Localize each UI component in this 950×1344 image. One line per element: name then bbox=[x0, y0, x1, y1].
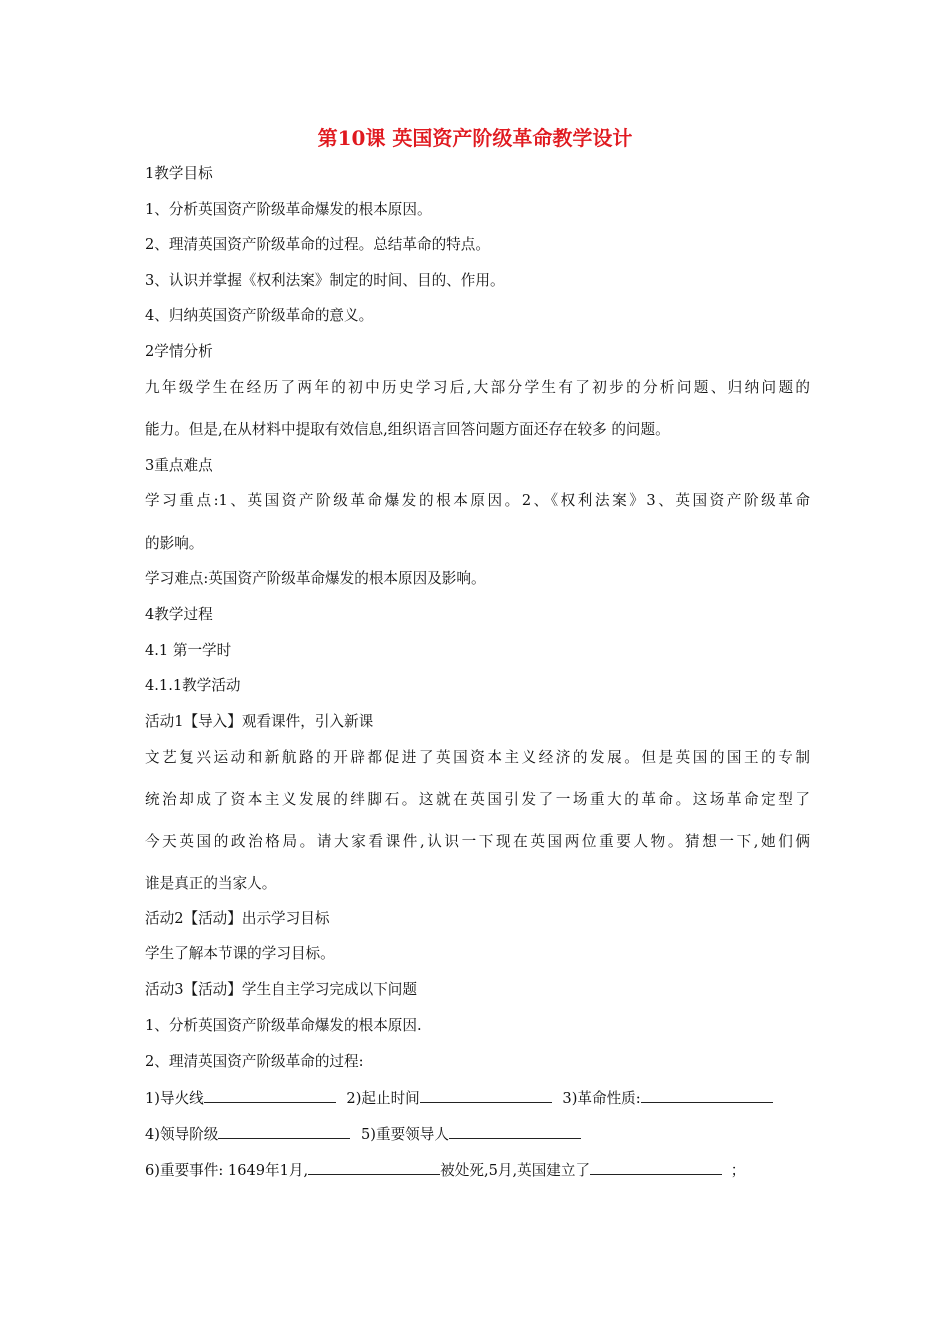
paragraph-line: 九年级学生在经历了两年的初中历史学习后,大部分学生有了初步的分析问题、归纳问题的 bbox=[145, 379, 810, 396]
section-heading: 1教学目标 bbox=[145, 165, 213, 182]
paragraph-line: 学习重点:1、英国资产阶级革命爆发的根本原因。2、《权利法案》3、英国资产阶级革命 bbox=[145, 492, 810, 509]
subsection-heading: 4.1.1教学活动 bbox=[145, 677, 241, 694]
fill-blank-row bbox=[145, 1124, 810, 1145]
paragraph-line: 学生了解本节课的学习目标。 bbox=[145, 945, 335, 962]
answer-blank[interactable] bbox=[218, 1124, 350, 1139]
activity-heading: 活动3【活动】学生自主学习完成以下问题 bbox=[145, 981, 417, 998]
paragraph-line: 能力。但是,在从材料中提取有效信息,组织语言回答问题方面还存在较多 的问题。 bbox=[145, 421, 670, 438]
subsection-heading: 4.1 第一学时 bbox=[145, 642, 232, 659]
fill-label: 被处死,5月,英国建立了 bbox=[440, 1162, 591, 1179]
objective-item: 3、认识并掌握《权利法案》制定的时间、目的、作用。 bbox=[145, 272, 505, 289]
objective-item: 2、理清英国资产阶级革命的过程。总结革命的特点。 bbox=[145, 236, 490, 253]
fill-blank-row bbox=[145, 1088, 810, 1109]
answer-blank[interactable] bbox=[449, 1124, 581, 1139]
paragraph-line: 学习难点:英国资产阶级革命爆发的根本原因及影响。 bbox=[145, 570, 486, 587]
answer-blank[interactable] bbox=[204, 1088, 336, 1103]
answer-blank[interactable] bbox=[308, 1160, 440, 1175]
fill-label: 3)革命性质: bbox=[562, 1090, 641, 1107]
fill-label: 4)领导阶级 bbox=[145, 1126, 219, 1143]
answer-blank[interactable] bbox=[590, 1160, 722, 1175]
activity-heading: 活动2【活动】出示学习目标 bbox=[145, 910, 330, 927]
fill-label: 2)起止时间 bbox=[346, 1090, 420, 1107]
answer-blank[interactable] bbox=[641, 1088, 773, 1103]
section-heading: 4教学过程 bbox=[145, 606, 213, 623]
paragraph-line: 谁是真正的当家人。 bbox=[145, 875, 277, 892]
answer-blank[interactable] bbox=[420, 1088, 552, 1103]
fill-label: 1)导火线 bbox=[145, 1090, 204, 1107]
question-item: 1、分析英国资产阶级革命爆发的根本原因. bbox=[145, 1017, 422, 1034]
fill-label: ； bbox=[730, 1162, 746, 1179]
question-item: 2、理清英国资产阶级革命的过程: bbox=[145, 1053, 364, 1070]
fill-label: 5)重要领导人 bbox=[361, 1126, 449, 1143]
document-title: 第10课 英国资产阶级革命教学设计 bbox=[317, 126, 633, 150]
paragraph-line: 文艺复兴运动和新航路的开辟都促进了英国资本主义经济的发展。但是英国的国王的专制 bbox=[145, 749, 810, 766]
paragraph-line: 的影响。 bbox=[145, 535, 204, 552]
paragraph-line: 统治却成了资本主义发展的绊脚石。这就在英国引发了一场重大的革命。这场革命定型了 bbox=[145, 791, 810, 808]
activity-heading: 活动1【导入】观看课件，引入新课 bbox=[145, 713, 374, 730]
fill-label: 6)重要事件: 1649年1月, bbox=[145, 1162, 309, 1179]
fill-blank-row bbox=[145, 1160, 810, 1181]
section-heading: 2学情分析 bbox=[145, 343, 213, 360]
objective-item: 4、归纳英国资产阶级革命的意义。 bbox=[145, 307, 374, 324]
paragraph-line: 今天英国的政治格局。请大家看课件,认识一下现在英国两位重要人物。猜想一下,她们俩 bbox=[145, 833, 810, 850]
objective-item: 1、分析英国资产阶级革命爆发的根本原因。 bbox=[145, 201, 432, 218]
section-heading: 3重点难点 bbox=[145, 457, 213, 474]
